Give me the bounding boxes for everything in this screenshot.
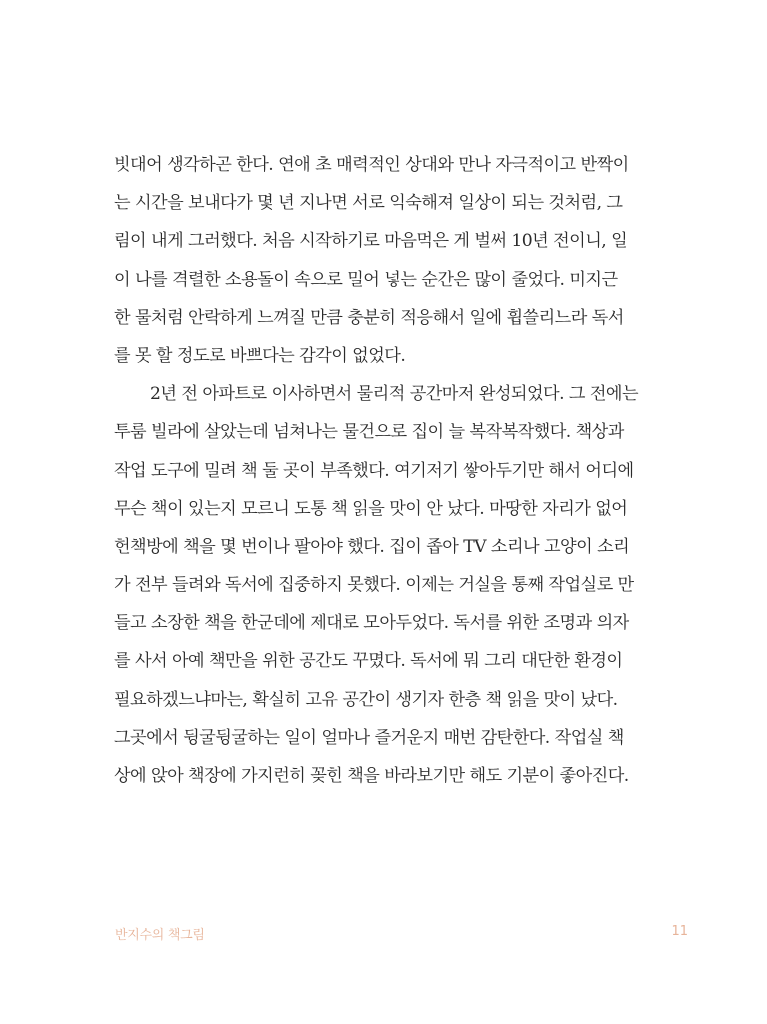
page-number: 11	[671, 924, 688, 939]
text-line: 무슨 책이 있는지 모르니 도통 책 읽을 맛이 안 났다. 마땅한 자리가 없어	[114, 498, 628, 519]
text-line: 는 시간을 보내다가 몇 년 지나면 서로 익숙해져 일상이 되는 것처럼, 그	[114, 193, 623, 214]
running-footer-title: 반지수의 책그림	[115, 928, 205, 943]
text-line: 이 나를 격렬한 소용돌이 속으로 밀어 넣는 순간은 많이 줄었다. 미지근	[114, 269, 618, 290]
text-line: 림이 내게 그러했다. 처음 시작하기로 마음먹은 게 벌써 10년 전이니, 일	[114, 231, 628, 252]
text-line: 투룸 빌라에 살았는데 넘쳐나는 물건으로 집이 늘 복작복작했다. 책상과	[114, 422, 624, 443]
text-line: 상에 앉아 책장에 가지런히 꽂힌 책을 바라보기만 해도 기분이 좋아진다.	[114, 766, 629, 786]
text-line: 들고 소장한 책을 한군데에 제대로 모아두었다. 독서를 위한 조명과 의자	[114, 613, 629, 634]
text-line: 를 못 할 정도로 바쁘다는 감각이 없었다.	[114, 345, 406, 366]
text-line: 헌책방에 책을 몇 번이나 팔아야 했다. 집이 좁아 TV 소리나 고양이 소리	[114, 536, 630, 557]
text-line: 한 물처럼 안락하게 느껴질 만큼 충분히 적응해서 일에 휩쓸리느라 독서	[114, 307, 624, 328]
text-line: 작업 도구에 밀려 책 둘 곳이 부족했다. 여기저기 쌓아두기만 해서 어디에	[114, 460, 634, 481]
text-line: 그곳에서 뒹굴뒹굴하는 일이 얼마나 즐거운지 매번 감탄한다. 작업실 책	[114, 727, 624, 748]
paragraph-start-line: 2년 전 아파트로 이사하면서 물리적 공간마저 완성되었다. 그 전에는	[150, 384, 639, 405]
text-line: 를 사서 아예 책만을 위한 공간도 꾸몄다. 독서에 뭐 그리 대단한 환경이	[114, 651, 623, 672]
text-line: 빗대어 생각하곤 한다. 연애 초 매력적인 상대와 만나 자극적이고 반짝이	[114, 155, 629, 175]
body-text	[114, 146, 674, 795]
text-line: 필요하겠느냐마는, 확실히 고유 공간이 생기자 한층 책 읽을 맛이 났다.	[114, 689, 618, 710]
text-line: 가 전부 들려와 독서에 집중하지 못했다. 이제는 거실을 통째 작업실로 만	[114, 575, 634, 596]
